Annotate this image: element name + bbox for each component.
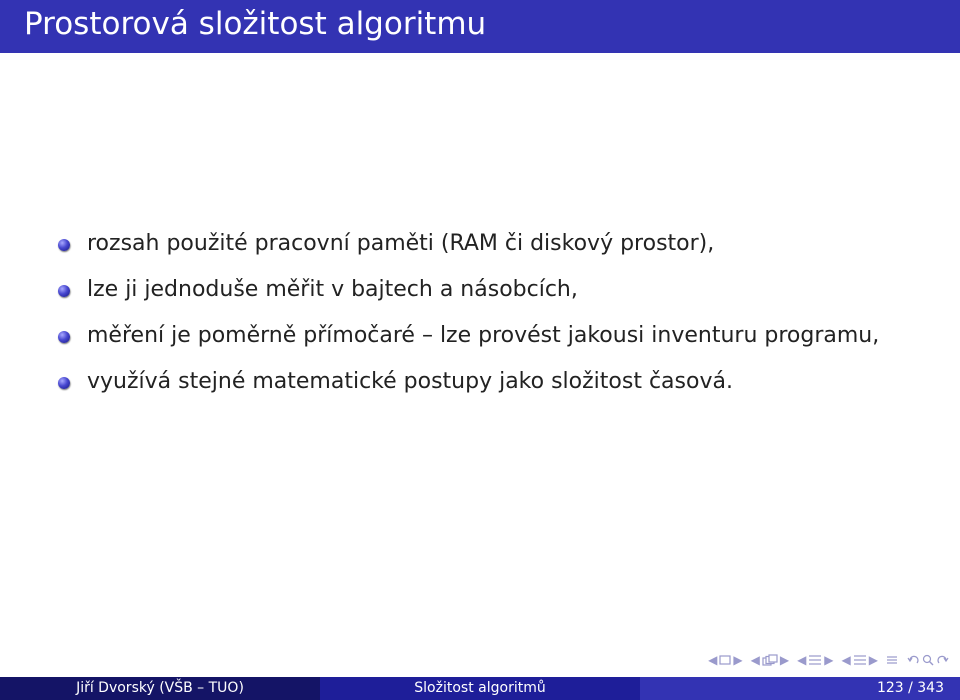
prev-slide-icon[interactable]: ◀ — [708, 653, 718, 667]
frame-nav — [751, 654, 789, 666]
subsection-nav — [797, 654, 833, 666]
list-item — [56, 368, 936, 396]
next-slide-icon[interactable]: ▶ — [733, 653, 743, 667]
frame-icon[interactable] — [762, 654, 778, 666]
title-bar — [0, 0, 960, 53]
subsection-icon[interactable] — [808, 654, 822, 666]
align-icon[interactable] — [886, 654, 898, 666]
footer-topic: Složitost algoritmů — [320, 677, 640, 700]
slide-icon[interactable] — [719, 655, 731, 665]
next-frame-icon[interactable]: ▶ — [779, 653, 790, 667]
section-icon[interactable] — [853, 654, 867, 666]
tools-nav — [906, 654, 950, 666]
list-item — [56, 276, 936, 304]
bullet-text: využívá stejné matematické postupy jako složitost časová. — [87, 369, 733, 394]
bullet-icon — [58, 285, 70, 297]
search-icon[interactable] — [922, 654, 934, 666]
footer — [0, 677, 960, 700]
next-subsection-icon[interactable]: ▶ — [824, 653, 834, 667]
next-section-icon[interactable]: ▶ — [868, 653, 878, 667]
prev-section-icon[interactable]: ◀ — [841, 653, 851, 667]
section-nav — [842, 654, 878, 666]
bullet-text: lze ji jednoduše měřit v bajtech a násobcích, — [87, 277, 578, 302]
bullet-icon — [58, 331, 70, 343]
list-item — [56, 322, 936, 350]
slide-nav — [708, 654, 742, 666]
bullet-text: měření je poměrně přímočaré – lze provést jakousi inventuru programu, — [87, 323, 880, 348]
slide-title: Prostorová složitost algoritmu — [24, 6, 487, 42]
bullet-list — [56, 230, 936, 414]
bullet-text: rozsah použité pracovní paměti (RAM či diskový prostor), — [87, 231, 715, 256]
list-item — [56, 230, 936, 258]
back-icon[interactable] — [906, 654, 920, 666]
forward-icon[interactable] — [936, 654, 950, 666]
bullet-icon — [58, 239, 70, 251]
navigation-bar — [708, 652, 950, 668]
prev-subsection-icon[interactable]: ◀ — [797, 653, 807, 667]
footer-page-number: 123 / 343 — [640, 677, 960, 700]
prev-frame-icon[interactable]: ◀ — [750, 653, 760, 667]
footer-author: Jiří Dvorský (VŠB – TUO) — [0, 677, 320, 700]
bullet-icon — [58, 377, 70, 389]
